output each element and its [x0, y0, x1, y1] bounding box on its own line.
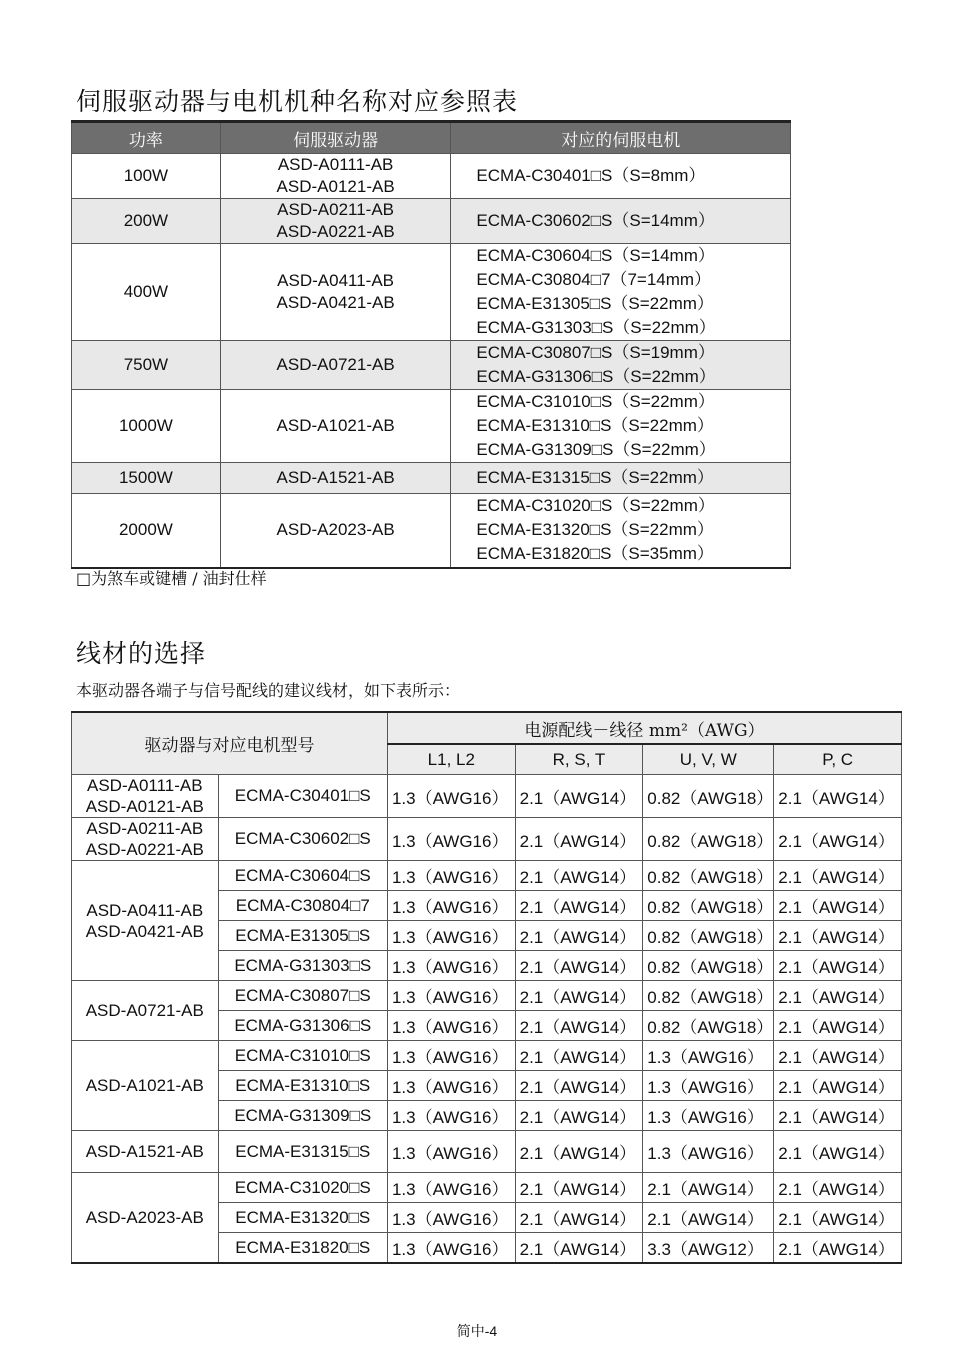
wire-size-cell: 2.1（AWG14）: [774, 1203, 902, 1233]
motor-cell: [451, 199, 791, 244]
wire-size-cell: 1.3（AWG16）: [387, 921, 515, 951]
header-power-wiring: 电源配线－线径 mm²（AWG）: [387, 712, 901, 744]
motor-model: ECMA-C30604□S（S=14mm）: [476, 246, 715, 265]
driver-cell: [72, 775, 219, 818]
motor-model: ECMA-C30804□7（7=14mm）: [476, 270, 712, 289]
wire-size-cell: 1.3（AWG16）: [387, 1233, 515, 1264]
motor-cell: ECMA-G31303□S: [218, 951, 387, 981]
motor-model: ECMA-C31020□S（S=22mm）: [476, 496, 715, 516]
driver-cell: [220, 199, 451, 244]
driver-cell: [72, 1173, 219, 1264]
motor-cell: [451, 494, 791, 568]
wire-size-cell: 2.1（AWG14）: [774, 951, 902, 981]
motor-cell: ECMA-C30604□S: [218, 861, 387, 891]
power-cell: 200W: [72, 199, 221, 244]
driver-cell: [72, 1131, 219, 1173]
wire-size-cell: 1.3（AWG16）: [387, 891, 515, 921]
wire-size-cell: 2.1（AWG14）: [515, 981, 643, 1011]
driver-model: ASD-A1521-AB: [85, 1142, 204, 1161]
table-row: [72, 1131, 902, 1173]
wire-size-cell: 0.82（AWG18）: [643, 891, 774, 921]
driver-model: ASD-A0111-AB: [86, 776, 203, 795]
motor-cell: ECMA-E31315□S: [218, 1131, 387, 1173]
wire-size-cell: 1.3（AWG16）: [387, 775, 515, 818]
subheader-pc: P, C: [774, 744, 902, 775]
motor-model: ECMA-G31306□S（S=22mm）: [476, 367, 716, 386]
driver-cell: [220, 341, 451, 390]
motor-cell: ECMA-G31309□S: [218, 1101, 387, 1131]
wire-size-cell: 2.1（AWG14）: [515, 1101, 643, 1131]
driver-model: ASD-A0421-AB: [276, 293, 395, 312]
driver-model: ASD-A0221-AB: [85, 840, 204, 859]
wire-size-cell: 2.1（AWG14）: [515, 1011, 643, 1041]
driver-cell: [72, 981, 219, 1041]
table-row: [72, 1041, 902, 1071]
motor-cell: ECMA-C30401□S: [218, 775, 387, 818]
wire-size-cell: 2.1（AWG14）: [515, 1173, 643, 1203]
wire-size-cell: 1.3（AWG16）: [387, 1011, 515, 1041]
wire-size-cell: 2.1（AWG14）: [774, 1071, 902, 1101]
table-row: [72, 981, 902, 1011]
driver-cell: [72, 1041, 219, 1131]
wire-size-cell: 2.1（AWG14）: [774, 775, 902, 818]
wire-size-cell: 0.82（AWG18）: [643, 818, 774, 861]
driver-model: ASD-A0411-AB: [277, 271, 395, 290]
driver-model: ASD-A0721-AB: [85, 1001, 204, 1020]
wire-size-cell: 2.1（AWG14）: [774, 921, 902, 951]
page-number: 简中-4: [456, 1323, 498, 1339]
driver-cell: [220, 244, 451, 341]
wire-size-cell: 1.3（AWG16）: [643, 1101, 774, 1131]
wire-size-cell: 0.82（AWG18）: [643, 951, 774, 981]
motor-cell: ECMA-C30602□S: [218, 818, 387, 861]
motor-cell: ECMA-E31820□S: [218, 1233, 387, 1264]
wire-size-cell: 1.3（AWG16）: [387, 1131, 515, 1173]
motor-model: ECMA-E31305□S（S=22mm）: [476, 294, 714, 313]
wire-size-cell: 3.3（AWG12）: [643, 1233, 774, 1264]
driver-model: ASD-A1021-AB: [85, 1076, 204, 1095]
wire-size-cell: 2.1（AWG14）: [774, 1173, 902, 1203]
wire-size-cell: 1.3（AWG16）: [387, 818, 515, 861]
header-driver: 伺服驱动器: [220, 122, 451, 154]
motor-model: ECMA-C31010□S（S=22mm）: [476, 392, 715, 411]
motor-model: ECMA-G31303□S（S=22mm）: [476, 318, 716, 337]
wire-size-cell: 2.1（AWG14）: [774, 1101, 902, 1131]
driver-model: ASD-A0721-AB: [276, 355, 395, 374]
motor-model: ECMA-E31820□S（S=35mm）: [476, 544, 714, 564]
wire-size-cell: 2.1（AWG14）: [774, 818, 902, 861]
wire-size-cell: 1.3（AWG16）: [387, 1173, 515, 1203]
driver-cell: [220, 390, 451, 463]
power-cell: 1000W: [72, 390, 221, 463]
wire-size-cell: 2.1（AWG14）: [515, 775, 643, 818]
wire-size-cell: 2.1（AWG14）: [515, 921, 643, 951]
driver-cell: [220, 463, 451, 494]
table-header-row: [72, 712, 902, 744]
table-row: [72, 494, 791, 568]
footnote: □为煞车或键槽 / 油封仕样: [76, 569, 267, 588]
table-row: [72, 1173, 902, 1203]
wire-size-cell: 2.1（AWG14）: [515, 951, 643, 981]
wire-size-cell: 1.3（AWG16）: [387, 1041, 515, 1071]
wire-size-cell: 0.82（AWG18）: [643, 775, 774, 818]
driver-cell: [220, 154, 451, 199]
driver-model: ASD-A0111-AB: [277, 155, 394, 174]
power-cell: 400W: [72, 244, 221, 341]
wire-selection-table: [71, 711, 902, 1264]
driver-model: ASD-A0121-AB: [85, 797, 204, 816]
motor-model: ECMA-C30602□S（S=14mm）: [476, 211, 715, 230]
driver-model: ASD-A2023-AB: [85, 1208, 204, 1227]
power-cell: 100W: [72, 154, 221, 199]
wire-size-cell: 1.3（AWG16）: [643, 1071, 774, 1101]
wire-size-cell: 0.82（AWG18）: [643, 1011, 774, 1041]
wire-size-cell: 1.3（AWG16）: [387, 1203, 515, 1233]
wire-size-cell: 2.1（AWG14）: [774, 891, 902, 921]
wire-size-cell: 2.1（AWG14）: [774, 981, 902, 1011]
header-motor: 对应的伺服电机: [451, 122, 791, 154]
subheader-uvw: U, V, W: [643, 744, 774, 775]
driver-cell: [72, 861, 219, 981]
wire-size-cell: 1.3（AWG16）: [387, 951, 515, 981]
wire-size-cell: 2.1（AWG14）: [643, 1173, 774, 1203]
wire-size-cell: 2.1（AWG14）: [774, 1011, 902, 1041]
wire-size-cell: 2.1（AWG14）: [515, 891, 643, 921]
driver-model: ASD-A0421-AB: [85, 921, 204, 941]
table-row: [72, 341, 791, 390]
wire-size-cell: 1.3（AWG16）: [643, 1131, 774, 1173]
wire-size-cell: 2.1（AWG14）: [774, 1233, 902, 1264]
motor-cell: ECMA-E31320□S: [218, 1203, 387, 1233]
motor-cell: [451, 463, 791, 494]
table-row: [72, 199, 791, 244]
driver-model: ASD-A1021-AB: [276, 416, 395, 435]
wire-size-cell: 2.1（AWG14）: [643, 1203, 774, 1233]
header-power: 功率: [72, 122, 221, 154]
motor-model: ECMA-E31315□S（S=22mm）: [476, 468, 714, 487]
power-cell: 2000W: [72, 494, 221, 568]
driver-model: ASD-A0411-AB: [86, 900, 204, 920]
wire-size-cell: 0.82（AWG18）: [643, 981, 774, 1011]
wire-size-cell: 2.1（AWG14）: [774, 1131, 902, 1173]
driver-model: ASD-A0211-AB: [277, 200, 395, 219]
section-title-mapping: 伺服驱动器与电机机种名称对应参照表: [76, 87, 519, 116]
motor-cell: ECMA-C31010□S: [218, 1041, 387, 1071]
motor-cell: ECMA-E31305□S: [218, 921, 387, 951]
motor-cell: [451, 341, 791, 390]
motor-model: ECMA-E31310□S（S=22mm）: [476, 416, 714, 435]
wire-size-cell: 0.82（AWG18）: [643, 861, 774, 891]
drive-motor-mapping-table: [71, 120, 791, 569]
motor-cell: ECMA-G31306□S: [218, 1011, 387, 1041]
driver-cell: [220, 494, 451, 568]
wire-size-cell: 0.82（AWG18）: [643, 921, 774, 951]
table-row: [72, 390, 791, 463]
motor-cell: ECMA-C30804□7: [218, 891, 387, 921]
power-cell: 1500W: [72, 463, 221, 494]
driver-model: ASD-A1521-AB: [276, 468, 395, 487]
wire-size-cell: 2.1（AWG14）: [515, 1233, 643, 1264]
motor-cell: [451, 244, 791, 341]
wire-size-cell: 2.1（AWG14）: [515, 1131, 643, 1173]
table-row: [72, 154, 791, 199]
power-cell: 750W: [72, 341, 221, 390]
intro-text: 本驱动器各端子与信号配线的建议线材，如下表所示：: [76, 681, 461, 700]
table-row: [72, 463, 791, 494]
motor-cell: [451, 154, 791, 199]
wire-size-cell: 2.1（AWG14）: [774, 1041, 902, 1071]
motor-model: ECMA-C30401□S（S=8mm）: [476, 166, 706, 185]
wire-size-cell: 2.1（AWG14）: [515, 861, 643, 891]
wire-size-cell: 2.1（AWG14）: [515, 1041, 643, 1071]
motor-cell: ECMA-C30807□S: [218, 981, 387, 1011]
wire-size-cell: 2.1（AWG14）: [515, 818, 643, 861]
table-row: [72, 244, 791, 341]
subheader-rst: R, S, T: [515, 744, 643, 775]
table-row: [72, 818, 902, 861]
table-row: [72, 861, 902, 891]
section-title-wiring: 线材的选择: [76, 639, 207, 668]
motor-model: ECMA-G31309□S（S=22mm）: [476, 440, 716, 459]
wire-size-cell: 2.1（AWG14）: [774, 861, 902, 891]
subheader-l1l2: L1, L2: [387, 744, 515, 775]
wire-size-cell: 2.1（AWG14）: [515, 1071, 643, 1101]
driver-model: ASD-A2023-AB: [276, 520, 395, 540]
driver-model: ASD-A0211-AB: [86, 819, 204, 838]
wire-size-cell: 1.3（AWG16）: [387, 861, 515, 891]
header-model: 驱动器与对应电机型号: [72, 712, 388, 775]
driver-model: ASD-A0221-AB: [276, 222, 395, 241]
table-row: [72, 775, 902, 818]
table-header-row: [72, 122, 791, 154]
motor-cell: ECMA-E31310□S: [218, 1071, 387, 1101]
motor-cell: ECMA-C31020□S: [218, 1173, 387, 1203]
wire-size-cell: 1.3（AWG16）: [387, 981, 515, 1011]
wire-size-cell: 2.1（AWG14）: [515, 1203, 643, 1233]
driver-cell: [72, 818, 219, 861]
wire-size-cell: 1.3（AWG16）: [643, 1041, 774, 1071]
wire-size-cell: 1.3（AWG16）: [387, 1101, 515, 1131]
motor-model: ECMA-E31320□S（S=22mm）: [476, 520, 714, 540]
motor-cell: [451, 390, 791, 463]
motor-model: ECMA-C30807□S（S=19mm）: [476, 343, 715, 362]
wire-size-cell: 1.3（AWG16）: [387, 1071, 515, 1101]
driver-model: ASD-A0121-AB: [276, 177, 395, 196]
